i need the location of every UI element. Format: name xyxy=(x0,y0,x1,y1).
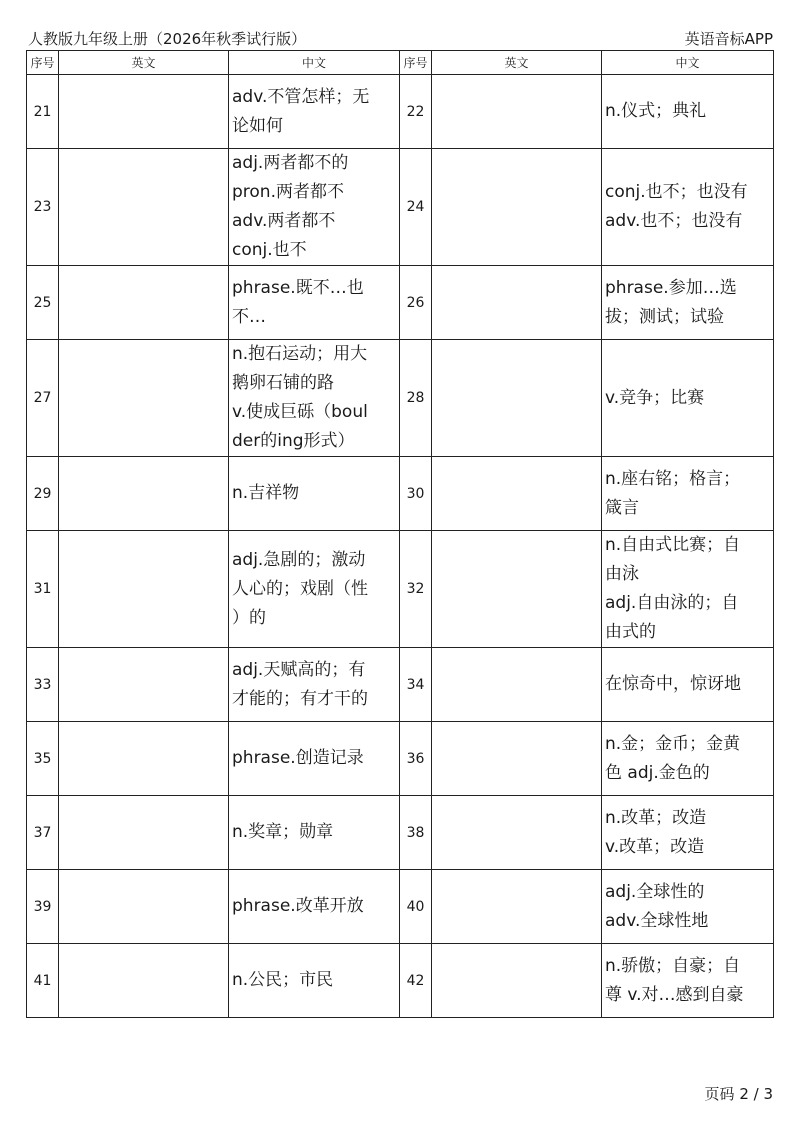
meaning-line: 人心的；戏剧（性 xyxy=(232,578,368,599)
meaning-line: adv.也不；也没有 xyxy=(605,211,743,231)
entry-number: 40 xyxy=(400,870,432,944)
english-answer-cell xyxy=(432,722,602,796)
english-answer-cell xyxy=(432,457,602,531)
chinese-meaning xyxy=(229,870,400,944)
page-number: 页码 2 / 3 xyxy=(704,1085,773,1103)
document-title: 人教版九年级上册（2026年秋季试行版） xyxy=(28,30,307,48)
chinese-meaning xyxy=(229,722,400,796)
meaning-line: phrase.参加…选 xyxy=(605,277,737,298)
column-header-number: 序号 xyxy=(27,51,59,75)
chinese-meaning xyxy=(229,340,400,457)
english-answer-cell xyxy=(59,944,229,1018)
english-answer-cell xyxy=(432,266,602,340)
english-answer-cell xyxy=(59,266,229,340)
meaning-line: conj.也不；也没有 xyxy=(605,182,748,202)
english-answer-cell xyxy=(432,796,602,870)
meaning-line: adj.两者都不的 xyxy=(232,153,349,173)
meaning-line: 鹅卵石铺的路 xyxy=(232,373,334,393)
meaning-line: n.改革；改造 xyxy=(605,807,707,828)
chinese-meaning xyxy=(602,457,774,531)
entry-number: 28 xyxy=(400,340,432,457)
app-name: 英语音标APP xyxy=(684,30,773,48)
english-answer-cell xyxy=(432,870,602,944)
chinese-meaning xyxy=(602,796,774,870)
chinese-meaning xyxy=(602,722,774,796)
meaning-line: adv.不管怎样；无 xyxy=(232,86,370,107)
table-row xyxy=(27,75,774,149)
english-answer-cell xyxy=(59,149,229,266)
entry-number: 34 xyxy=(400,648,432,722)
meaning-line: der的ing形式） xyxy=(232,431,355,451)
table-row xyxy=(27,944,774,1018)
entry-number: 37 xyxy=(27,796,59,870)
english-answer-cell xyxy=(59,870,229,944)
entry-number: 27 xyxy=(27,340,59,457)
meaning-line: pron.两者都不 xyxy=(232,182,344,202)
entry-number: 24 xyxy=(400,149,432,266)
entry-number: 26 xyxy=(400,266,432,340)
meaning-line: n.金；金币；金黄 xyxy=(605,733,741,754)
meaning-line: n.公民；市民 xyxy=(232,970,334,990)
entry-number: 35 xyxy=(27,722,59,796)
english-answer-cell xyxy=(432,531,602,648)
entry-number: 25 xyxy=(27,266,59,340)
table-row xyxy=(27,149,774,266)
english-answer-cell xyxy=(432,75,602,149)
column-header-english: 英文 xyxy=(432,51,602,75)
english-answer-cell xyxy=(59,722,229,796)
table-row xyxy=(27,457,774,531)
column-header-number: 序号 xyxy=(400,51,432,75)
meaning-line: n.奖章；勋章 xyxy=(232,822,334,842)
english-answer-cell xyxy=(432,648,602,722)
english-answer-cell xyxy=(59,457,229,531)
meaning-line: conj.也不 xyxy=(232,240,307,260)
chinese-meaning xyxy=(602,648,774,722)
english-answer-cell xyxy=(432,944,602,1018)
chinese-meaning xyxy=(229,457,400,531)
entry-number: 30 xyxy=(400,457,432,531)
english-answer-cell xyxy=(59,531,229,648)
chinese-meaning xyxy=(602,75,774,149)
meaning-line: adj.自由泳的；自 xyxy=(605,593,739,613)
entry-number: 42 xyxy=(400,944,432,1018)
meaning-line: adj.急剧的；激动 xyxy=(232,549,366,570)
meaning-line: n.自由式比赛；自 xyxy=(605,535,741,555)
meaning-line: 由式的 xyxy=(605,622,656,642)
meaning-line: adj.全球性的 xyxy=(605,881,705,902)
entry-number: 41 xyxy=(27,944,59,1018)
meaning-line: n.座右铭；格言； xyxy=(605,468,741,489)
chinese-meaning xyxy=(229,531,400,648)
table-row xyxy=(27,870,774,944)
meaning-line: 才能的；有才干的 xyxy=(232,688,368,709)
table-row xyxy=(27,340,774,457)
entry-number: 38 xyxy=(400,796,432,870)
chinese-meaning xyxy=(229,75,400,149)
entry-number: 33 xyxy=(27,648,59,722)
table-header-row xyxy=(27,51,774,75)
meaning-line: phrase.改革开放 xyxy=(232,896,364,916)
meaning-line: 箴言 xyxy=(605,497,639,518)
meaning-line: 拔；测试；试验 xyxy=(605,306,724,327)
chinese-meaning xyxy=(602,870,774,944)
entry-number: 29 xyxy=(27,457,59,531)
chinese-meaning xyxy=(602,944,774,1018)
meaning-line: 尊 v.对…感到自豪 xyxy=(605,984,744,1005)
meaning-line: adv.两者都不 xyxy=(232,211,336,231)
meaning-line: phrase.既不…也 xyxy=(232,277,364,298)
chinese-meaning xyxy=(602,340,774,457)
column-header-chinese: 中文 xyxy=(229,51,400,75)
entry-number: 36 xyxy=(400,722,432,796)
meaning-line: v.竞争；比赛 xyxy=(605,387,705,408)
meaning-line: adv.全球性地 xyxy=(605,910,709,931)
entry-number: 21 xyxy=(27,75,59,149)
table-row xyxy=(27,796,774,870)
meaning-line: v.使成巨砾（boul xyxy=(232,402,368,422)
meaning-line: n.骄傲；自豪；自 xyxy=(605,955,741,976)
meaning-line: phrase.创造记录 xyxy=(232,748,364,768)
meaning-line: n.吉祥物 xyxy=(232,483,300,503)
table-row xyxy=(27,722,774,796)
meaning-line: n.仪式；典礼 xyxy=(605,101,707,121)
english-answer-cell xyxy=(432,149,602,266)
column-header-english: 英文 xyxy=(59,51,229,75)
entry-number: 22 xyxy=(400,75,432,149)
meaning-line: 论如何 xyxy=(232,115,283,136)
chinese-meaning xyxy=(229,944,400,1018)
meaning-line: v.改革；改造 xyxy=(605,836,705,857)
english-answer-cell xyxy=(59,648,229,722)
english-answer-cell xyxy=(59,75,229,149)
english-answer-cell xyxy=(432,340,602,457)
meaning-line: 色 adj.金色的 xyxy=(605,762,710,783)
table-row xyxy=(27,648,774,722)
table-row xyxy=(27,266,774,340)
chinese-meaning xyxy=(602,266,774,340)
chinese-meaning xyxy=(229,796,400,870)
meaning-line: ）的 xyxy=(232,607,266,628)
english-answer-cell xyxy=(59,796,229,870)
meaning-line: 由泳 xyxy=(605,564,639,584)
table-row xyxy=(27,531,774,648)
entry-number: 23 xyxy=(27,149,59,266)
column-header-chinese: 中文 xyxy=(602,51,774,75)
entry-number: 39 xyxy=(27,870,59,944)
meaning-line: n.抱石运动；用大 xyxy=(232,344,368,364)
english-answer-cell xyxy=(59,340,229,457)
entry-number: 32 xyxy=(400,531,432,648)
entry-number: 31 xyxy=(27,531,59,648)
meaning-line: 不… xyxy=(232,306,266,327)
chinese-meaning xyxy=(229,648,400,722)
meaning-line: 在惊奇中，惊讶地 xyxy=(605,674,741,694)
chinese-meaning xyxy=(602,149,774,266)
vocabulary-table xyxy=(26,50,774,1018)
chinese-meaning xyxy=(602,531,774,648)
meaning-line: adj.天赋高的；有 xyxy=(232,659,366,680)
chinese-meaning xyxy=(229,266,400,340)
chinese-meaning xyxy=(229,149,400,266)
